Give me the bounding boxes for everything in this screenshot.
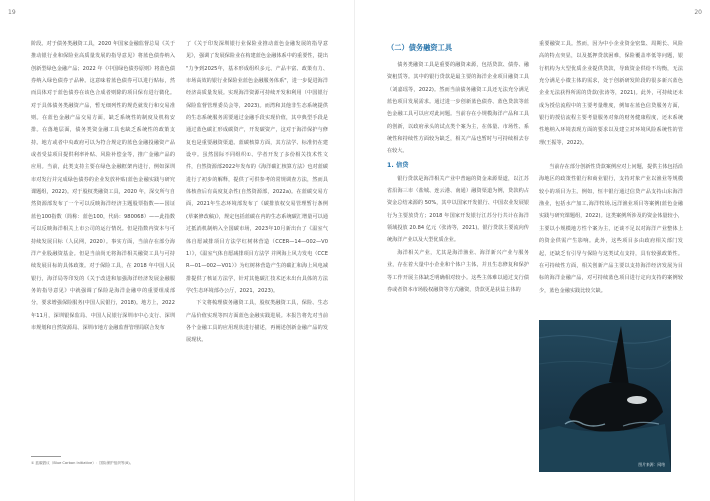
footnote-divider [31,456,61,457]
photo-caption: 图片来源：网络 [638,462,665,467]
left-column-1 [31,38,175,334]
left-col1-paragraph: 阶段。对于债务类融资工具，2020 年国家金融监督总局《关于推动银行业和保险业高质量发展的指导意见》将蓝色债券纳入创新型绿色金融产品；2022 年《中国绿色债券原则》将蓝色债券纳入绿色债券子品种。这意味着蓝色债券可以进行贴标，然而具体对于蓝色债券在该色合成者则除的项目保有进行微化。对于具体债务类融资产品，暂无细列性的规范就发行和交易准则。在蓝色金融产品交易方面，缺乏系统性的制度及机构安排。在落地层面，债务类资金融工具也缺乏系统性的政策支持。地方或者中央政府可以为符合规定的蓝色金融投融资产品或者受益项目提供利率补贴、风险补偿金等，推广金融产品的应用。当前，此类支持主要在绿色金融框架内进行，例如深圳市对发行并完成绿色债券的企业发放补贴(蓝色金融实践与研究课题组，2022)。对于股权类融资工具，2020 年，深交所与自然资源部发布了一个可以反映海洋经济主题股票指数——国证蓝色100指数（简称：蓝色100，代码：980068）——此指数可以反映海洋相关上市公司的运行情况。但是指数内资本与可持续发展目标（人民网，2020）。事实方面，当前存在部分海洋产业股融资基金。但是当前尚无将海洋相关融资工具与可持续发展目标的具体政策。对于保险工具，在 2018 年中国人民银行，海洋局等印发的《关于改进和加强海洋经济发展金融服务的指导意见》中就强调了保险是海洋金融中的重要组成部分，要求增强保险服务(中国人民银行，2018)。地方上，2022年11月，深圳银保监局、中国人民银行深圳市中心支行、深圳市规划和自然资源局、深圳市地方金融监督管理局联合发布 [31,41,175,331]
right-column-2 [539,38,683,297]
sea-industry-paragraph: 海洋相关产业，尤其是海洋渔业、海洋新兴产业与服务业，存在着大量中小企业和个体户主体，并且生态修复和保护等工作开展主体缺乏明确相对较小。这些主体难以通过支行债券或者资本市场股权融资等方式融资，贷款更是获益主体的 [387,249,529,293]
right-col2-paragraph-2: 当前存在部分创新性贷款案例应对上问题，提供主体包括沿海地区的政策性银行和商业银行，支持对象产业以渔业等规模较小的项目为主。例如，恒丰银行通过信贷产品支持山东海洋渔业，包括水产加工,海洋牧场,远洋渔业项目等案例(蓝色金融实践与研究课题组，2022)。这类案例所涉及的资金体量较小，主要以小规模地方性个案为主，还谈不足以对海洋产业整体上的资金供需产生影响。此外，这些项目多由政府相关部门发起，还缺乏有引导与保险与这类试点支持，具有较强政策性。在可持续性方面，相关创新产品主要以支持海洋经济发展为目标的海洋金融产品，对可持续蓝色项目进行定向支持的案例较少，蓝色金融实践比较欠缺。 [539,164,683,294]
left-col2-paragraph-2: 下文将梳理债务融资工具，股权类融资工具，保险、生态产品价值实现等四方面蓝色金融实践进展。本报告将先对当前各个金融工具的应用现状进行描述，再阐述创新金融产品的发展现状。 [186,300,328,344]
footnote: ① 蓝碳倡议（Blue Carbon Initiative）：国际保护组织等(8)。 [31,461,134,465]
sub-heading-credit: 1. 信贷 [387,161,409,169]
right-column-1 [387,42,529,296]
credit-paragraph: 银行贷款是海洋相关产业中普遍的资金来源渠道，以江苏省沿海三市（盐城、连云港、南通）融资渠道为例，贷款约占资金总结来源的 50%，其中以国家开发银行、中国农业发展银行为主要放贷方；2018 年国家开发银行江苏分行共计在海洋领域投放 20.84 亿元（张涛等，2021)。银行贷款主要流向传统海洋产业以及大型优质企业。 [387,175,529,244]
orca-photo [539,320,671,472]
page-number-left: 19 [8,9,16,16]
section-heading: （二）债务融资工具 [387,43,453,52]
right-col2-paragraph-1: 重要融资工具。然而，因为中小企业资金密集、周期长、风险高的特点突显，以及抵押贷款困难，保险覆盖率低等问题，银行机构为大型优质企业提供贷款，导致资金供给不均衡，无法充分满足小微主体的需求，处于创新研发阶段的很多新兴蓝色企业无法获得所需的贷款(张涛等，2021)。此外，可持续还未成为授信流程中的主要考量维度，例如在蓝色信贷服务方面，银行的授信流程主要考量服务对象的财务健康程度，还未系统性地纳入环境表现方面的要求以及建立对环境风险系统性的管理(王振等，2022)。 [539,41,683,146]
page-number-right: 20 [694,9,702,16]
dorsal-fin-shape [609,326,629,386]
orca-illustration [539,320,671,472]
debt-intro-paragraph: 债务类融资工具是重要的融资来源，包括贷款、债券、融资租赁等。其中的银行贷款是最主要的海洋企业项目融资工具（刘嘉瑶等，2022)。然而当前债务融资工具还无法充分满足蓝色项目发展需求。通过进一步创新蓝色债券、蓝色贷款等蓝色金融工具可以应对此问题。当前存在小规模海洋产品和工具的创新，以政府承头的试点类个案为主，在体量、市场性、系统性和持续性方面较为缺乏，相关产品也暂时与可持续相去存在较大。 [387,62,529,155]
left-col2-paragraph-1: 了《关于印发深圳银行业保险业推动蓝色金融发展的指导意见》，强调了发展保险业在构建蓝色金融体系中的重要性，提出 "力争到2025年，基本形成组织多元、产品丰富、政策有力、市场高效的银行业保险业蓝色金融服务体系"，进一步促进海洋经济高质量发展。实现海洋资源可持续开发和利用（中国银行保险监督管理委员会等，2023)。而湾和其他非生态系统提供的生态系统服务需要通过金融手段实现价值，其中典型手段是通过蓝色碳汇形成碳资产，开发碳资产，这对于海洋保护与修复也是重要融资渠道。蓝碳核算方面，其方法学、标准仍在建设中。虽然国际不同组织①、学者开发了多份相关技术性文件，自然资源部2022年发布的《海洋碳汇核算方法》也对蓝碳进行了初步的解释，提供了可供参考的常规调查方法，然而具体核查后有高度复杂性(自然资源部，2022a)。在蓝碳交易方面，2021年生态环境部发布了《碳排放权交易管理暂行条例(草案修改稿)》，规定包括蓝碳在内的生态系统碳汇增量可以通过抵消机制纳入全国碳市场，2023年10月新出台了《温室气体自愿减排项目方法学红树林营造（CCER—14—002—V01）》，《温室气体自愿减排项目方法学 并网海上风力发电（CCER—01—002—V01）》为红树林营造产生的碳汇和海上风电减排提供了核证方法学，针对其他碳汇技术还未出台具体的方法学(生态环境部办公厅，2021，2023)。 [186,41,328,294]
left-column-2 [186,38,328,347]
